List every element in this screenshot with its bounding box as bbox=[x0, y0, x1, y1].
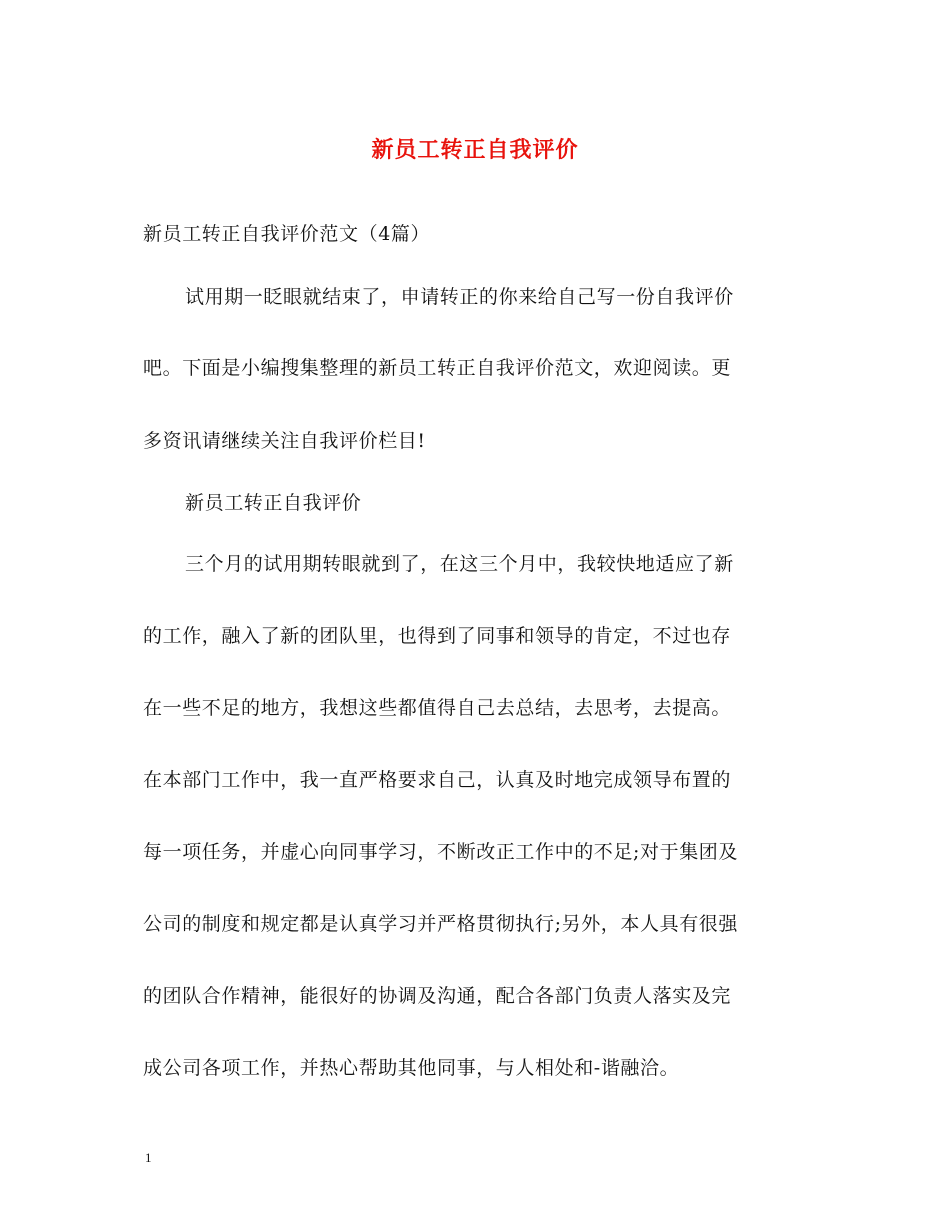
body-line-3: 在一些不足的地方，我想这些都值得自己去总结，去思考，去提高。 bbox=[143, 697, 732, 719]
page-number: 1 bbox=[145, 1150, 152, 1165]
body-line-6: 公司的制度和规定都是认真学习并严格贯彻执行;另外，本人具有很强 bbox=[143, 913, 739, 935]
section-heading: 新员工转正自我评价 bbox=[185, 492, 362, 514]
body-line-1: 三个月的试用期转眼就到了，在这三个月中，我较快地适应了新 bbox=[185, 553, 734, 575]
body-line-8: 成公司各项工作，并热心帮助其他同事，与人相处和-谐融洽。 bbox=[143, 1057, 680, 1079]
body-line-7: 的团队合作精神，能很好的协调及沟通，配合各部门负责人落实及完 bbox=[143, 985, 732, 1007]
body-line-4: 在本部门工作中，我一直严格要求自己，认真及时地完成领导布置的 bbox=[143, 769, 732, 791]
body-line-2: 的工作，融入了新的团队里，也得到了同事和领导的肯定，不过也存 bbox=[143, 625, 732, 647]
body-line-5: 每一项任务，并虚心向同事学习，不断改正工作中的不足;对于集团及 bbox=[143, 841, 739, 863]
document-title: 新员工转正自我评价 bbox=[371, 137, 579, 163]
intro-line-3: 多资讯请继续关注自我评价栏目! bbox=[143, 430, 426, 452]
document-subtitle: 新员工转正自我评价范文（4篇） bbox=[143, 223, 431, 245]
intro-line-1: 试用期一眨眼就结束了，申请转正的你来给自己写一份自我评价 bbox=[185, 286, 734, 308]
intro-line-2: 吧。下面是小编搜集整理的新员工转正自我评价范文，欢迎阅读。更 bbox=[143, 357, 732, 379]
